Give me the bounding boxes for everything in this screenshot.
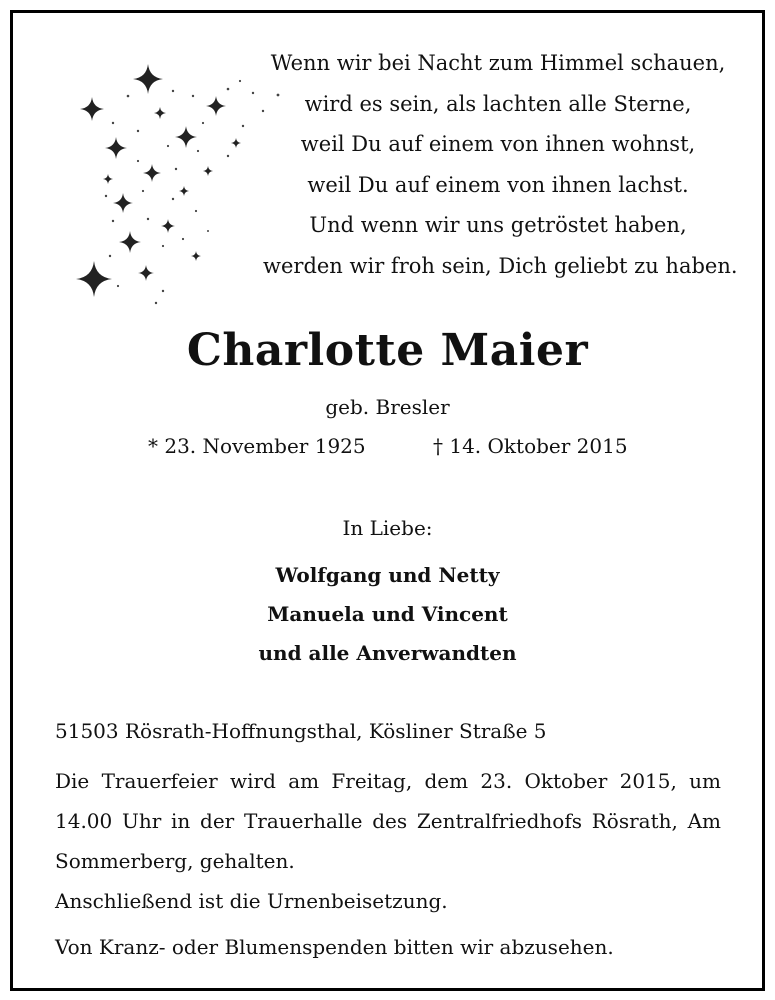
poem-line: werden wir froh sein, Dich geliebt zu haben. <box>263 253 738 278</box>
mourners-intro: In Liebe: <box>342 516 433 540</box>
flowers-note: Von Kranz- oder Blumenspenden bitten wir abzusehen. <box>55 935 614 959</box>
mourners-list <box>13 556 762 673</box>
poem-line: Wenn wir bei Nacht zum Himmel schauen, <box>270 51 726 75</box>
poem-line: weil Du auf einem von ihnen lachst. <box>307 172 689 197</box>
address: 51503 Rösrath-Hoffnungsthal, Kösliner Straße 5 <box>55 719 547 743</box>
poem-line: wird es sein, als lachten alle Sterne, <box>304 91 692 116</box>
burial-info: Anschließend ist die Urnenbeisetzung. <box>55 889 448 913</box>
poem-line: weil Du auf einem von ihnen wohnst, <box>300 132 696 156</box>
poem <box>263 43 738 286</box>
maiden-name: geb. Bresler <box>325 395 450 419</box>
obituary-notice <box>10 10 765 991</box>
birth-date: * 23. November 1925 <box>148 434 366 458</box>
mourner-name: Manuela und Vincent <box>267 602 508 626</box>
ceremony-info: Die Trauerfeier wird am Freitag, dem 23. Oktober 2015, um 14.00 Uhr in der Trauerhalle des Zentralfriedhofs Rösrath, Am Sommerberg, gehalten. <box>55 769 721 873</box>
mourner-name: Wolfgang und Netty <box>275 563 500 587</box>
death-date: † 14. Oktober 2015 <box>433 434 628 458</box>
mourner-name: und alle Anverwandten <box>258 641 517 665</box>
poem-line: Und wenn wir uns getröstet haben, <box>309 213 687 237</box>
deceased-name: Charlotte Maier <box>186 325 589 376</box>
